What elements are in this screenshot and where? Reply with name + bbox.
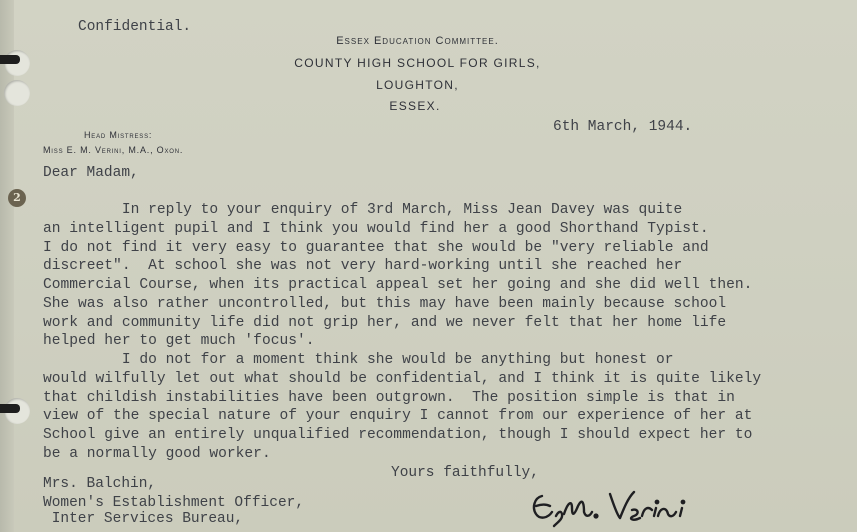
- body-line: would wilfully let out what should be confidential, and I think it is quite likely: [43, 371, 762, 387]
- handwritten-signature: [528, 486, 698, 530]
- body-line: I do not find it very easy to guarantee that she would be "very reliable and: [43, 240, 709, 256]
- body-line: School give an entirely unqualified recommendation, though I should expect her to: [43, 427, 753, 443]
- body-line: view of the special nature of your enquiry I cannot from our experience of her at: [43, 408, 753, 424]
- recipient-name: Mrs. Balchin,: [43, 476, 157, 492]
- body-line: discreet". At school she was not very hard-working until she reached her: [43, 258, 683, 274]
- head-mistress-title: Head Mistress:: [84, 130, 153, 140]
- body-line: I do not for a moment think she would be anything but honest or: [43, 352, 674, 368]
- recipient-org: Inter Services Bureau,: [43, 511, 244, 527]
- head-mistress-name: Miss E. M. Verini, M.A., Oxon.: [43, 145, 184, 155]
- body-line: that childish instabilities have been outgrown. The position simple is that in: [43, 390, 735, 406]
- body-line: work and community life did not grip her, and we never felt that her home life: [43, 315, 727, 331]
- body-line: an intelligent pupil and I think you would find her a good Shorthand Typist.: [43, 221, 709, 237]
- classification-label: Confidential.: [78, 19, 192, 35]
- letterhead-school: COUNTY HIGH SCHOOL FOR GIRLS,: [294, 56, 541, 70]
- body-line: In reply to your enquiry of 3rd March, Miss Jean Davey was quite: [43, 202, 683, 218]
- salutation: Dear Madam,: [43, 165, 139, 181]
- binder-clip: [0, 404, 20, 413]
- body-line: be a normally good worker.: [43, 446, 271, 462]
- body-line: helped her to get much 'focus'.: [43, 333, 315, 349]
- body-line: Commercial Course, when its practical appeal set her going and she did well then.: [43, 277, 753, 293]
- letterhead-town: LOUGHTON,: [376, 78, 459, 92]
- punch-hole: [4, 80, 30, 106]
- recipient-title: Women's Establishment Officer,: [43, 495, 305, 511]
- body-line: She was also rather uncontrolled, but this may have been mainly because school: [43, 296, 727, 312]
- letterhead-committee: Essex Education Committee.: [336, 35, 499, 47]
- letterhead-county: ESSEX.: [389, 99, 441, 113]
- folio-number: 2: [8, 189, 26, 207]
- binder-clip: [0, 55, 20, 64]
- closing: Yours faithfully,: [391, 465, 539, 481]
- letter-date: 6th March, 1944.: [553, 119, 693, 135]
